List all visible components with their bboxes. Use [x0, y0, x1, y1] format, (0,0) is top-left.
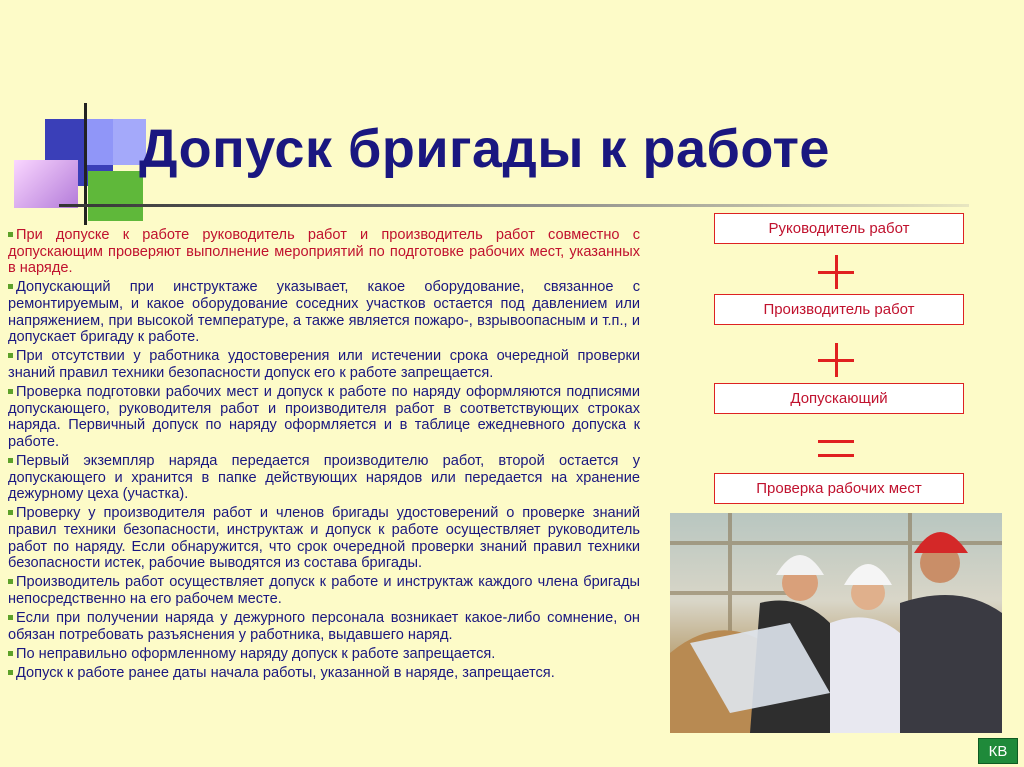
bullet-icon	[8, 510, 13, 515]
scheme-box-work-producer: Производитель работ	[714, 294, 964, 325]
plus-icon	[818, 343, 854, 377]
bullet-icon	[8, 579, 13, 584]
bullet-icon	[8, 458, 13, 463]
bullet-icon	[8, 615, 13, 620]
bullet-icon	[8, 670, 13, 675]
bullet-icon	[8, 389, 13, 394]
list-item: Первый экземпляр наряда передается производителю работ, второй остается у допускающего и хранится в папке действующих нарядов или передается на хранение дежурному цеха (участка).	[8, 453, 640, 503]
workers-photo-illustration	[670, 513, 1002, 733]
kv-nav-button[interactable]: КВ	[978, 738, 1018, 764]
equals-icon	[818, 434, 854, 458]
slide-title: Допуск бригады к работе	[139, 119, 830, 179]
list-item: Допуск к работе ранее даты начала работы, указанной в наряде, запрещается.	[8, 665, 640, 682]
list-item: Производитель работ осуществляет допуск к работе и инструктаж каждого члена бригады непосредственно на его рабочем месте.	[8, 574, 640, 608]
list-item: При допуске к работе руководитель работ и производитель работ совместно с допускающим проверяют выполнение мероприятий по подготовке рабочих мест, указанных в наряде.	[8, 227, 640, 277]
list-item: При отсутствии у работника удостоверения или истечении срока очередной проверки знаний правил техники безопасности допуск его к работе запрещается.	[8, 348, 640, 381]
scheme-box-workplace-check: Проверка рабочих мест	[714, 473, 964, 504]
bullet-icon	[8, 232, 13, 237]
bullet-icon	[8, 284, 13, 289]
list-item: Допускающий при инструктаже указывает, какое оборудование, связанное с ремонтируемым, и какое оборудование соседних участков остается под давлением или напряжением, при высокой температуре, а также является пожаро-, взрывоопасным и т.п., и допускает бригаду к работе.	[8, 279, 640, 346]
decor-light-blue-square	[86, 119, 146, 165]
decor-pink-square	[14, 160, 78, 208]
bullet-icon	[8, 651, 13, 656]
bullet-icon	[8, 353, 13, 358]
decor-green-square	[88, 171, 143, 221]
title-underline	[59, 204, 969, 207]
scheme-box-admitter: Допускающий	[714, 383, 964, 414]
plus-icon	[818, 255, 854, 289]
list-item: Если при получении наряда у дежурного персонала возникает какое-либо сомнение, он обязан потребовать разъяснения у работника, выдавшего наряд.	[8, 610, 640, 643]
list-item: Проверку у производителя работ и членов бригады удостоверений о проверке знаний правил техники безопасности, инструктаж и допуск к работе осуществляет руководитель работ по наряду. Если обнаружится, что срок очередной проверки знаний правил техники безопасности истек, рабочие выводятся из состава бригады.	[8, 505, 640, 572]
scheme-box-work-manager: Руководитель работ	[714, 213, 964, 244]
workers-photo	[670, 513, 1002, 733]
list-item: По неправильно оформленному наряду допуск к работе запрещается.	[8, 646, 640, 663]
list-item: Проверка подготовки рабочих мест и допуск к работе по наряду оформляются подписями допускающего, руководителя работ и производителя работ в соответствующих строках наряда. Первичный допуск по наряду оформляется и в таблице ежедневного допуска к работе.	[8, 384, 640, 450]
bullet-list	[8, 227, 640, 684]
